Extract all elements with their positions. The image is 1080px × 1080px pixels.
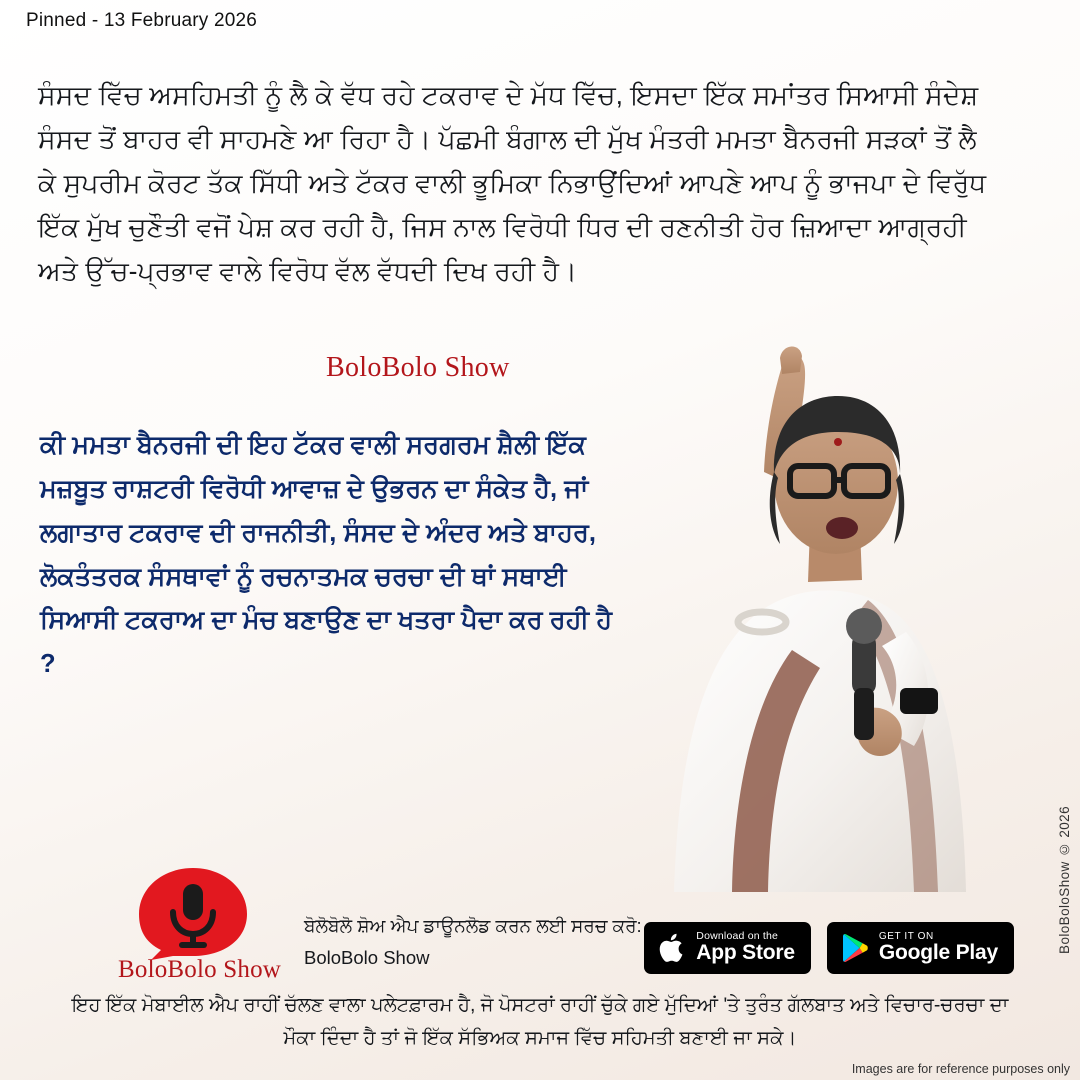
brand-logo-text: BoloBolo Show [118,956,282,983]
brand-logo [118,864,282,984]
app-store-badge-label: App Store [696,941,795,965]
article-lede-paragraph: ਸੰਸਦ ਵਿੱਚ ਅਸਹਿਮਤੀ ਨੂੰ ਲੈ ਕੇ ਵੱਧ ਰਹੇ ਟਕਰਾਵ ਦੇ ਮੱਧ ਵਿੱਚ, ਇਸਦਾ ਇੱਕ ਸਮਾਂਤਰ ਸਿਆਸੀ ਸੰਦੇਸ਼ ਸੰਸਦ ਤੋਂ ਬਾਹਰ ਵੀ ਸਾਹਮਣੇ ਆ ਰਿਹਾ ਹੈ। ਪੱਛਮੀ ਬੰਗਾਲ ਦੀ ਮੁੱਖ ਮੰਤਰੀ ਮਮਤਾ ਬੈਨਰਜੀ ਸੜਕਾਂ ਤੋਂ ਲੈ ਕੇ ਸੁਪਰੀਮ ਕੋਰਟ ਤੱਕ ਸਿੱਧੀ ਅਤੇ ਟੱਕਰ ਵਾਲੀ ਭੂਮਿਕਾ ਨਿਭਾਉਂਦਿਆਂ ਆਪਣੇ ਆਪ ਨੂੰ ਭਾਜਪਾ ਦੇ ਵਿਰੁੱਧ ਇੱਕ ਮੁੱਖ ਚੁਣੌਤੀ ਵਜੋਂ ਪੇਸ਼ ਕਰ ਰਹੀ ਹੈ, ਜਿਸ ਨਾਲ ਵਿਰੋਧੀ ਧਿਰ ਦੀ ਰਣਨੀਤੀ ਹੋਰ ਜ਼ਿਆਦਾ ਆਗ੍ਰਹੀ ਅਤੇ ਉੱਚ-ਪ੍ਰਭਾਵ ਵਾਲੇ ਵਿਰੋਧ ਵੱਲ ਵੱਧਦੀ ਦਿਖ ਰਹੀ ਹੈ। [38,80,987,286]
app-download-instruction-line1: ਬੋਲੋਬੋਲੋ ਸ਼ੋਅ ਐਪ ਡਾਊਨਲੋਡ ਕਰਨ ਲਈ ਸਰਚ ਕਰੋ: [304,915,642,937]
app-download-instruction [304,910,664,974]
google-play-badge[interactable] [827,922,1014,974]
google-play-badge-small-label: GET IT ON [878,930,934,942]
pinned-date-label: Pinned - 13 February 2026 [26,10,258,31]
google-play-icon [840,931,870,965]
app-store-badge[interactable] [644,922,811,974]
store-badges [644,922,1014,974]
app-store-badge-small-label: Download on the [696,930,779,943]
app-download-instruction-line2: BoloBolo Show [304,947,430,969]
google-play-badge-label: Google Play [878,941,998,965]
image-disclaimer-label: Images are for reference purposes only [851,1062,1070,1076]
article-question-text: ਕੀ ਮਮਤਾ ਬੈਨਰਜੀ ਦੀ ਇਹ ਟੱਕਰ ਵਾਲੀ ਸਰਗਰਮ ਸ਼ੈਲੀ ਇੱਕ ਮਜ਼ਬੂਤ ਰਾਸ਼ਟਰੀ ਵਿਰੋਧੀ ਆਵਾਜ਼ ਦੇ ਉਭਰਨ ਦਾ ਸੰਕੇਤ ਹੈ, ਜਾਂ ਲਗਾਤਾਰ ਟਕਰਾਵ ਦੀ ਰਾਜਨੀਤੀ, ਸੰਸਦ ਦੇ ਅੰਦਰ ਅਤੇ ਬਾਹਰ, ਲੋਕਤੰਤਰਕ ਸੰਸਥਾਵਾਂ ਨੂੰ ਰਚਨਾਤਮਕ ਚਰਚਾ ਦੀ ਥਾਂ ਸਥਾਈ ਸਿਆਸੀ ਟਕਰਾਅ ਦਾ ਮੰਚ ਬਣਾਉਣ ਦਾ ਖਤਰਾ ਪੈਦਾ ਕਰ ਰਹੀ ਹੈ ? [40,431,613,679]
speaker-photo [614,332,994,892]
inline-brand-wordmark: BoloBolo Show [326,352,510,383]
microphone-speech-bubble-icon [129,864,257,960]
apple-logo-icon [657,931,687,965]
vertical-copyright-label: BoloBoloShow © 2026 [1057,806,1072,954]
footer-description: ਇਹ ਇੱਕ ਮੋਬਾਈਲ ਐਪ ਰਾਹੀਂ ਚੱਲਣ ਵਾਲਾ ਪਲੇਟਫ਼ਾਰਮ ਹੈ, ਜੋ ਪੋਸਟਰਾਂ ਰਾਹੀਂ ਚੁੱਕੇ ਗਏ ਮੁੱਦਿਆਂ 'ਤੇ ਤੁਰੰਤ ਗੱਲਬਾਤ ਅਤੇ ਵਿਚਾਰ-ਚਰਚਾ ਦਾ ਮੌਕਾ ਦਿੰਦਾ ਹੈ ਤਾਂ ਜੋ ਇੱਕ ਸੱਭਿਅਕ ਸਮਾਜ ਵਿੱਚ ਸਹਿਮਤੀ ਬਣਾਈ ਜਾ ਸਕੇ। [71,994,1009,1049]
